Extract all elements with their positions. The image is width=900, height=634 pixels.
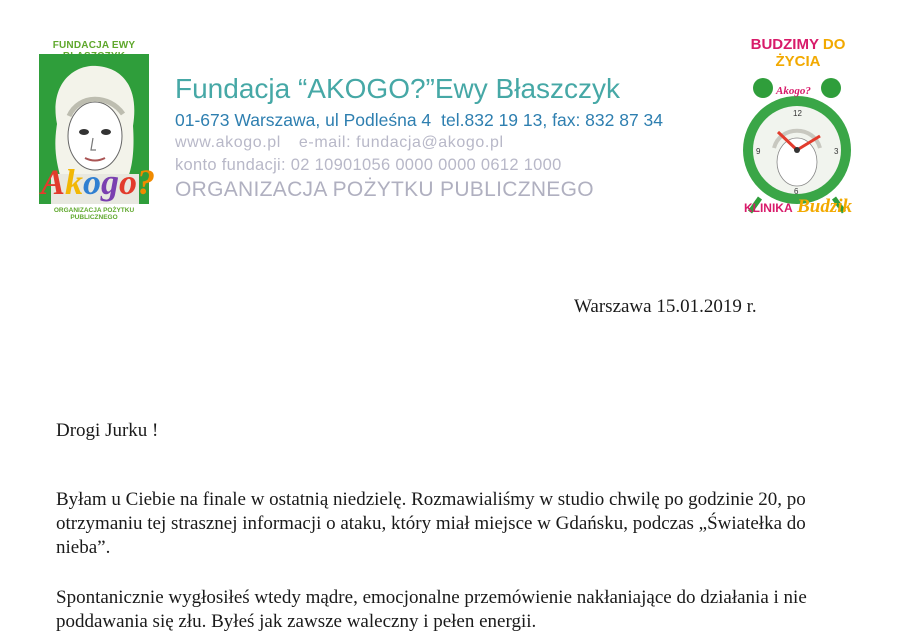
letterhead — [175, 72, 720, 204]
clinic-name — [728, 196, 868, 218]
slogan-word-2: DO ŻYCIA — [775, 36, 846, 70]
svg-text:12: 12 — [793, 109, 802, 118]
svg-text:Akogo?: Akogo? — [776, 85, 811, 97]
logo-footer: ORGANIZACJA POŻYTKU PUBLICZNEGO — [53, 207, 135, 221]
bank-account: konto fundacji: 02 10901056 0000 0000 0612 1000 — [175, 156, 562, 174]
clinic-slogan — [728, 36, 868, 70]
child-portrait-image — [39, 54, 156, 204]
akogo-wordmark — [39, 162, 156, 202]
foundation-logo — [36, 40, 156, 222]
slogan-word-1: BUDZIMY — [750, 36, 819, 53]
public-benefit-status: ORGANIZACJA POŻYTKU PUBLICZNEGO — [175, 178, 594, 201]
svg-text:3: 3 — [834, 147, 839, 156]
postal-address: 01-673 Warszawa, ul Podleśna 4 — [175, 110, 432, 130]
contact-line — [175, 108, 720, 132]
clinic-label: KLINIKA — [743, 201, 793, 215]
letter-greeting: Drogi Jurku ! — [56, 420, 159, 441]
clinic-logo — [728, 36, 868, 222]
phone-fax: tel.832 19 13, fax: 832 87 34 — [441, 110, 664, 130]
email-link[interactable]: e-mail: fundacja@akogo.pl — [298, 134, 504, 151]
logo-caption: FUNDACJA EWY — [52, 40, 136, 51]
letter-paragraph-1: Byłam u Ciebie na finale w ostatnią niedzielę. Rozmawialiśmy w studio chwilę po godzinie 20, po otrzymaniu tej strasznej informacji o ataku, który miał miejsce w Gdańsku, podczas „Światełka do nieba”. — [56, 489, 806, 558]
svg-text:Akogo?: Akogo? — [41, 162, 156, 202]
web-line — [175, 132, 720, 154]
letter-paragraph-2: Spontanicznie wygłosiłeś wtedy mądre, emocjonalne przemówienie nakłaniające do działania i nie poddawania się złu. Byłeś jak zawsze waleczny i pełen energii. — [56, 587, 807, 632]
foundation-name: Fundacja “AKOGO?”Ewy Błaszczyk — [175, 73, 621, 104]
clinic-brand: Budzik — [797, 196, 853, 217]
svg-text:6: 6 — [794, 187, 799, 196]
svg-text:9: 9 — [756, 147, 761, 156]
website-link[interactable]: www.akogo.pl — [175, 134, 281, 151]
letter-date: Warszawa 15.01.2019 r. — [574, 296, 757, 317]
